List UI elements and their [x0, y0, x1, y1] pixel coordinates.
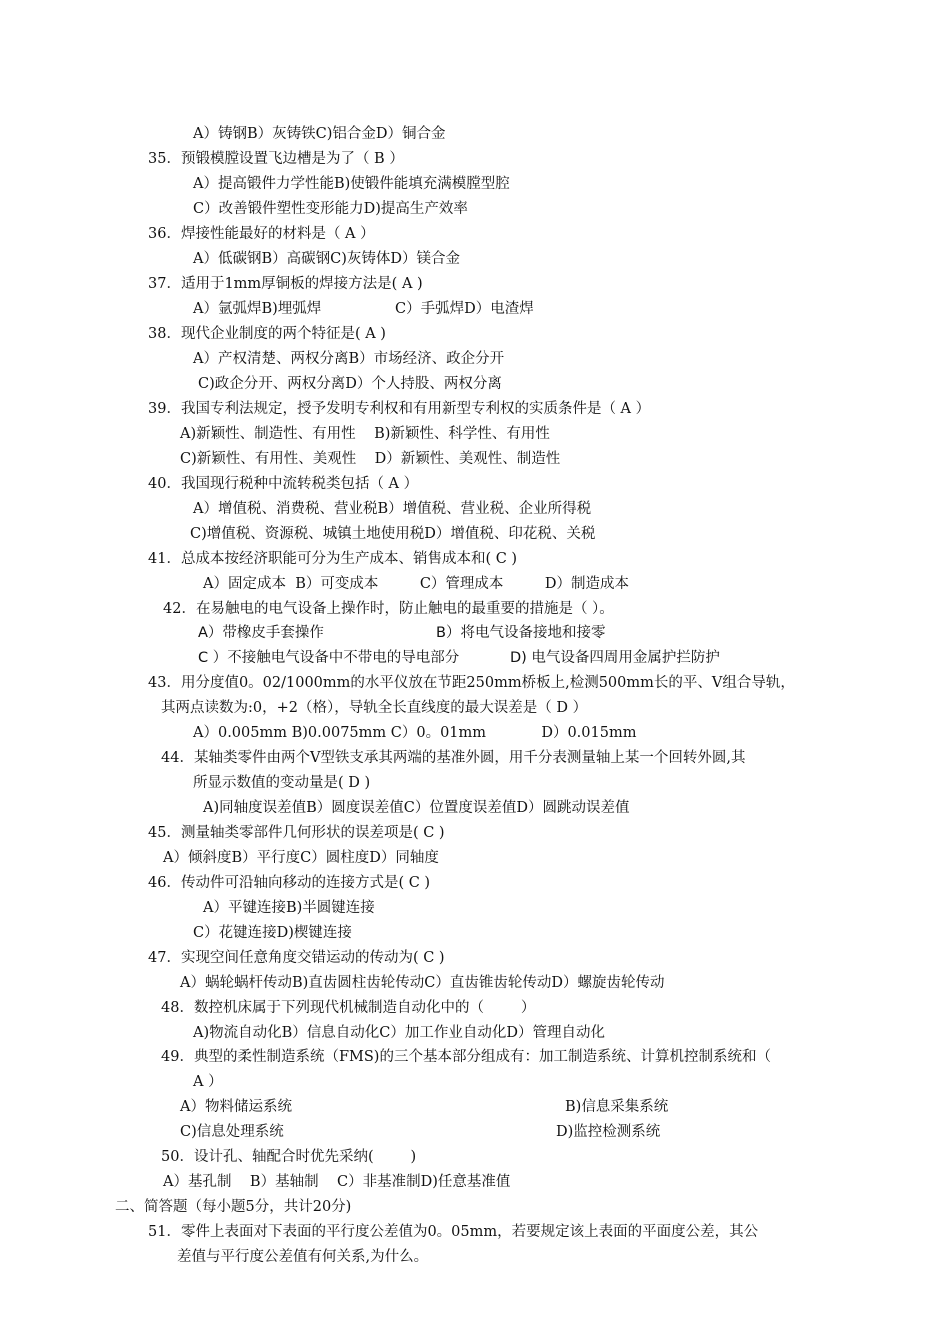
q34-options: A）铸钢B）灰铸铁C)铝合金D）铜合金: [193, 126, 446, 142]
q39-options-ab: A)新颖性、制造性、有用性 B)新颖性、科学性、有用性: [180, 426, 550, 442]
question-39: 39．我国专利法规定，授予发明专利权和有用新型专利权的实质条件是（ A ）: [148, 401, 651, 417]
q48-options: A)物流自动化B）信息自动化C）加工作业自动化D）管理自动化: [193, 1025, 606, 1041]
q40-options-ab: A）增值税、消费税、营业税B）增值税、营业税、企业所得税: [193, 501, 592, 517]
question-38: 38．现代企业制度的两个特征是( A ): [148, 326, 386, 342]
q36-options: A）低碳钢B）高碳钢C)灰铸体D）镁合金: [193, 251, 461, 267]
question-44: 44．某轴类零件由两个V型铁支承其两端的基准外圆，用千分表测量轴上某一个回转外圆,其: [161, 750, 746, 766]
q42-option-c: C ）不接触电气设备中不带电的导电部分: [198, 650, 460, 666]
question-46: 46．传动件可沿轴向移动的连接方式是( C ): [148, 875, 431, 891]
question-37: 37．适用于1mm厚铜板的焊接方法是( A ): [148, 276, 423, 292]
q38-options-ab: A）产权清楚、两权分离B）市场经济、政企分开: [193, 351, 505, 367]
question-47: 47．实现空间任意角度交错运动的传动为( C ): [148, 950, 445, 966]
section-heading-short-answer: 二、简答题（每小题5分，共计20分): [115, 1199, 352, 1215]
q49-option-a: A）物料储运系统: [180, 1099, 292, 1115]
question-45: 45．测量轴类零部件几何形状的误差项是( C ): [148, 825, 445, 841]
question-43: 43．用分度值0。02/1000mm的水平仪放在节距250mm桥板上,检测500mm长的平、V组合导轨，: [148, 675, 795, 691]
q49-option-c: C)信息处理系统: [180, 1124, 284, 1140]
q47-options: A）蜗轮蜗杆传动B)直齿圆柱齿轮传动C）直齿锥齿轮传动D）螺旋齿轮传动: [180, 975, 665, 991]
question-51: 51．零件上表面对下表面的平行度公差值为0。05mm，若要规定该上表面的平面度公差，其公: [148, 1224, 759, 1240]
question-42: 42．在易触电的电气设备上操作时，防止触电的最重要的措施是（ ）。: [163, 601, 614, 617]
question-43-cont: 其两点读数为:0，+2（格），导轨全长直线度的最大误差是（ D ）: [161, 700, 588, 716]
q50-options: A）基孔制 B）基轴制 C）非基准制D)任意基准值: [163, 1174, 511, 1190]
q44-options: A)同轴度误差值B）圆度误差值C）位置度误差值D）圆跳动误差值: [203, 800, 630, 816]
q42-option-b: B）将电气设备接地和接零: [436, 625, 606, 641]
q35-options-ab: A）提高锻件力学性能B)使锻件能填充满模膛型腔: [193, 176, 510, 192]
question-35: 35．预锻模膛设置飞边槽是为了（ B ）: [148, 151, 404, 167]
question-41: 41．总成本按经济职能可分为生产成本、销售成本和( C ): [148, 551, 518, 567]
question-36: 36．焊接性能最好的材料是（ A ）: [148, 226, 375, 242]
q45-options: A）倾斜度B）平行度C）圆柱度D）同轴度: [163, 850, 439, 866]
q41-options: A）固定成本 B）可变成本 C）管理成本 D）制造成本: [203, 576, 630, 592]
question-51-cont: 差值与平行度公差值有何关系,为什么。: [177, 1249, 429, 1265]
q35-options-cd: C）改善锻件塑性变形能力D)提高生产效率: [193, 201, 468, 217]
q49-answer: A ）: [193, 1074, 223, 1090]
q40-options-cd: C)增值税、资源税、城镇土地使用税D）增值税、印花税、关税: [190, 526, 596, 542]
q39-options-cd: C)新颖性、有用性、美观性 D）新颖性、美观性、制造性: [180, 451, 561, 467]
q37-options: A）氩弧焊B)埋弧焊 C）手弧焊D）电渣焊: [193, 301, 534, 317]
question-48: 48．数控机床属于下列现代机械制造自动化中的（ ）: [161, 1000, 536, 1016]
q49-option-b: B)信息采集系统: [565, 1099, 669, 1115]
q46-options-ab: A）平键连接B)半圆键连接: [203, 900, 375, 916]
q38-options-cd: C)政企分开、两权分离D）个人持股、两权分离: [198, 376, 502, 392]
q49-option-d: D)监控检测系统: [556, 1124, 661, 1140]
q43-options: A）0.005mm B)0.0075mm C）0。01mm D）0.015mm: [193, 725, 637, 741]
q42-option-a: A）带橡皮手套操作: [198, 625, 324, 641]
q42-option-d: D) 电气设备四周用金属护拦防护: [510, 650, 720, 666]
question-40: 40．我国现行税种中流转税类包括（ A ）: [148, 476, 419, 492]
question-44-cont: 所显示数值的变动量是( D ): [193, 775, 371, 791]
q46-options-cd: C）花键连接D)楔键连接: [193, 925, 352, 941]
question-49: 49．典型的柔性制造系统（FMS)的三个基本部分组成有：加工制造系统、计算机控制系统和（: [161, 1049, 771, 1065]
question-50: 50．设计孔、轴配合时优先采纳( ): [161, 1149, 417, 1165]
